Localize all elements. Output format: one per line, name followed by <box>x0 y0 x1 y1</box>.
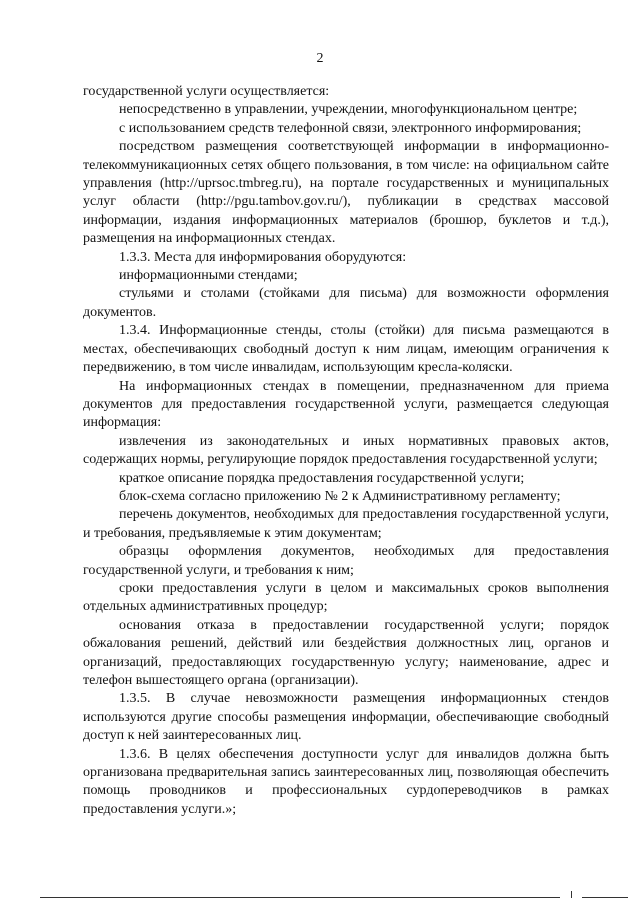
paragraph-internet: посредством размещения соответствующей информации в информационно-телекоммуникационных сетях общего пользования, в том числе: на официальном сайте управления (http://uprsoc.tmbreg.ru), на портале государственных и муниципальных услуг области (http://pgu.tambov.gov.ru/), публикации в средствах массовой информации, издания информационных материалов (брошюр, буклетов и т.д.), размещения на информационных стендах. <box>83 139 609 247</box>
paragraph-stands: информационными стендами; <box>119 268 298 284</box>
paragraph-chairs: стульями и столами (стойками для письма) для возможности оформления документов. <box>83 286 609 320</box>
paragraph-refusal: основания отказа в предоставлении государственной услуги; порядок обжалования решений, действий или бездействия должностных лиц, органов и организаций, предоставляющих государственную услугу; наименование, адрес и телефон вышестоящего органа (организации). <box>83 617 609 688</box>
paragraph-terms: сроки предоставления услуги в целом и максимальных сроков выполнения отдельных административных процедур; <box>83 580 609 615</box>
paragraph-description: краткое описание порядка предоставления государственной услуги; <box>119 470 525 486</box>
paragraph-phone: с использованием средств телефонной связи, электронного информирования; <box>119 120 582 136</box>
footer-tick <box>571 891 572 898</box>
paragraph-documents-list: перечень документов, необходимых для предоставления государственной услуги, и требования, предъявляемые к этим документам; <box>83 507 609 541</box>
paragraph-1-3-5: 1.3.5. В случае невозможности размещения информационных стендов используются другие способы размещения информации, обеспечивающие свободный доступ к ней заинтересованных лиц. <box>83 691 609 744</box>
paragraph-1-3-6: 1.3.6. В целях обеспечения доступности услуг для инвалидов должна быть организована предварительная запись заинтересованных лиц, позволяющая обеспечить помощь проводников и профессиональных сурдопереводчиков в рамках предоставления услуги.»; <box>83 746 609 817</box>
body-text <box>83 83 609 819</box>
footer-rule-left <box>40 897 560 898</box>
paragraph-stand-info: На информационных стендах в помещении, предназначенном для приема документов для предоставления государственной услуги, размещается следующая информация: <box>83 378 609 431</box>
footer-rule-right <box>582 897 628 898</box>
paragraph-in-person: непосредственно в управлении, учреждении, многофункциональном центре; <box>119 102 578 118</box>
page-number: 2 <box>316 51 324 66</box>
paragraph-samples: образцы оформления документов, необходимых для предоставления государственной услуги, и требования к ним; <box>83 544 609 578</box>
paragraph-flowchart: блок-схема согласно приложению № 2 к Административному регламенту; <box>119 488 561 504</box>
paragraph-1-3-4: 1.3.4. Информационные стенды, столы (стойки) для письма размещаются в местах, обеспечивающих свободный доступ к ним лицам, имеющим ограничения к передвижению, в том числе инвалидам, использующим кресла-коляски. <box>83 323 609 376</box>
paragraph-1-3-3: 1.3.3. Места для информирования оборудуются: <box>119 249 407 265</box>
paragraph-extracts: извлечения из законодательных и иных нормативных правовых актов, содержащих нормы, регулирующие порядок предоставления государственной услуги; <box>83 433 609 468</box>
paragraph-intro: государственной услуги осуществляется: <box>83 84 330 99</box>
